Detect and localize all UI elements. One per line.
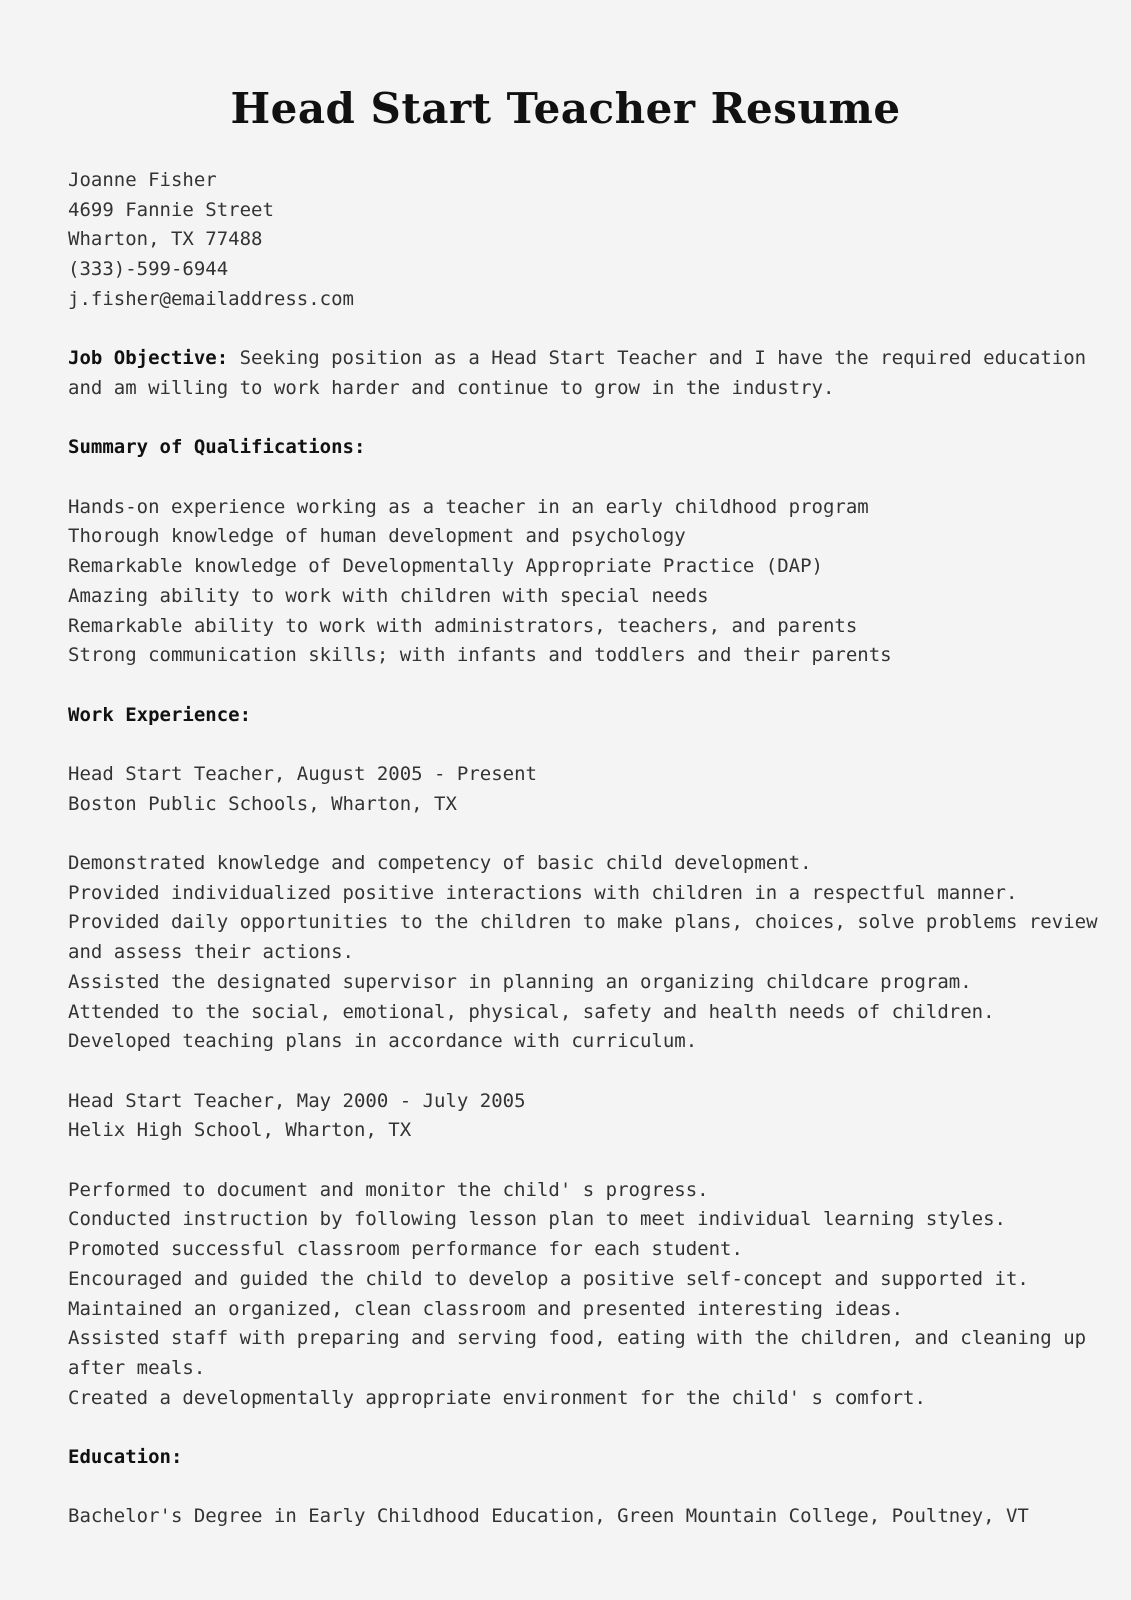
- summary-list: [68, 493, 1098, 671]
- list-item: Strong communication skills; with infants and toddlers and their parents: [68, 644, 892, 667]
- contact-email: j.fisher@emailaddress.com: [68, 287, 354, 310]
- contact-block: [68, 166, 1098, 315]
- list-item: Demonstrated knowledge and competency of basic child development.: [68, 852, 812, 875]
- list-item: Amazing ability to work with children with special needs: [68, 584, 709, 607]
- experience-heading: Work Experience:: [68, 703, 252, 726]
- list-item: Hands-on experience working as a teacher in an early childhood program: [68, 495, 869, 518]
- resume-body: [68, 166, 1098, 1532]
- job-employer: Boston Public Schools, Wharton, TX: [68, 792, 457, 815]
- education-entry: Bachelor's Degree in Early Childhood Education, Green Mountain College, Poultney, VT: [68, 1505, 1029, 1528]
- job-objective: [68, 344, 1098, 403]
- list-item: Assisted the designated supervisor in planning an organizing childcare program.: [68, 970, 972, 993]
- contact-city: Wharton, TX 77488: [68, 228, 263, 251]
- list-item: Attended to the social, emotional, physical, safety and health needs of children.: [68, 1000, 995, 1023]
- objective-label: Job Objective:: [68, 347, 229, 370]
- job-title: Head Start Teacher, May 2000 - July 2005: [68, 1089, 526, 1112]
- list-item: Created a developmentally appropriate environment for the child' s comfort.: [68, 1386, 926, 1409]
- list-item: Promoted successful classroom performance for each student.: [68, 1238, 743, 1261]
- contact-street: 4699 Fannie Street: [68, 198, 274, 221]
- list-item: Remarkable knowledge of Developmentally Appropriate Practice (DAP): [68, 555, 823, 578]
- contact-phone: (333)-599-6944: [68, 258, 229, 281]
- objective-text: Seeking position as a Head Start Teacher and I have the required education and am willing to work harder and continue to grow in the industry.: [68, 347, 1087, 399]
- contact-name: Joanne Fisher: [68, 169, 217, 191]
- job-title: Head Start Teacher, August 2005 - Present: [68, 762, 537, 785]
- list-item: Assisted staff with preparing and serving food, eating with the children, and cleaning up after meals.: [68, 1327, 1087, 1379]
- list-item: Maintained an organized, clean classroom and presented interesting ideas.: [68, 1297, 904, 1320]
- job-employer: Helix High School, Wharton, TX: [68, 1119, 412, 1142]
- list-item: Encouraged and guided the child to develop a positive self-concept and supported it.: [68, 1267, 1029, 1290]
- list-item: Provided individualized positive interactions with children in a respectful manner.: [68, 881, 1018, 904]
- education-heading: Education:: [68, 1446, 183, 1469]
- list-item: Thorough knowledge of human development and psychology: [68, 525, 686, 548]
- list-item: Remarkable ability to work with administrators, teachers, and parents: [68, 614, 858, 637]
- summary-heading: Summary of Qualifications:: [68, 436, 366, 459]
- resume-title: Head Start Teacher Resume: [230, 84, 901, 133]
- list-item: Provided daily opportunities to the children to make plans, choices, solve problems review and assess their actions.: [68, 911, 1098, 964]
- job-entry: [68, 1087, 1098, 1414]
- list-item: Developed teaching plans in accordance with curriculum.: [68, 1030, 698, 1053]
- job-entry: [68, 760, 1098, 1057]
- list-item: Performed to document and monitor the child' s progress.: [68, 1178, 709, 1201]
- list-item: Conducted instruction by following lesson plan to meet individual learning styles.: [68, 1208, 1006, 1231]
